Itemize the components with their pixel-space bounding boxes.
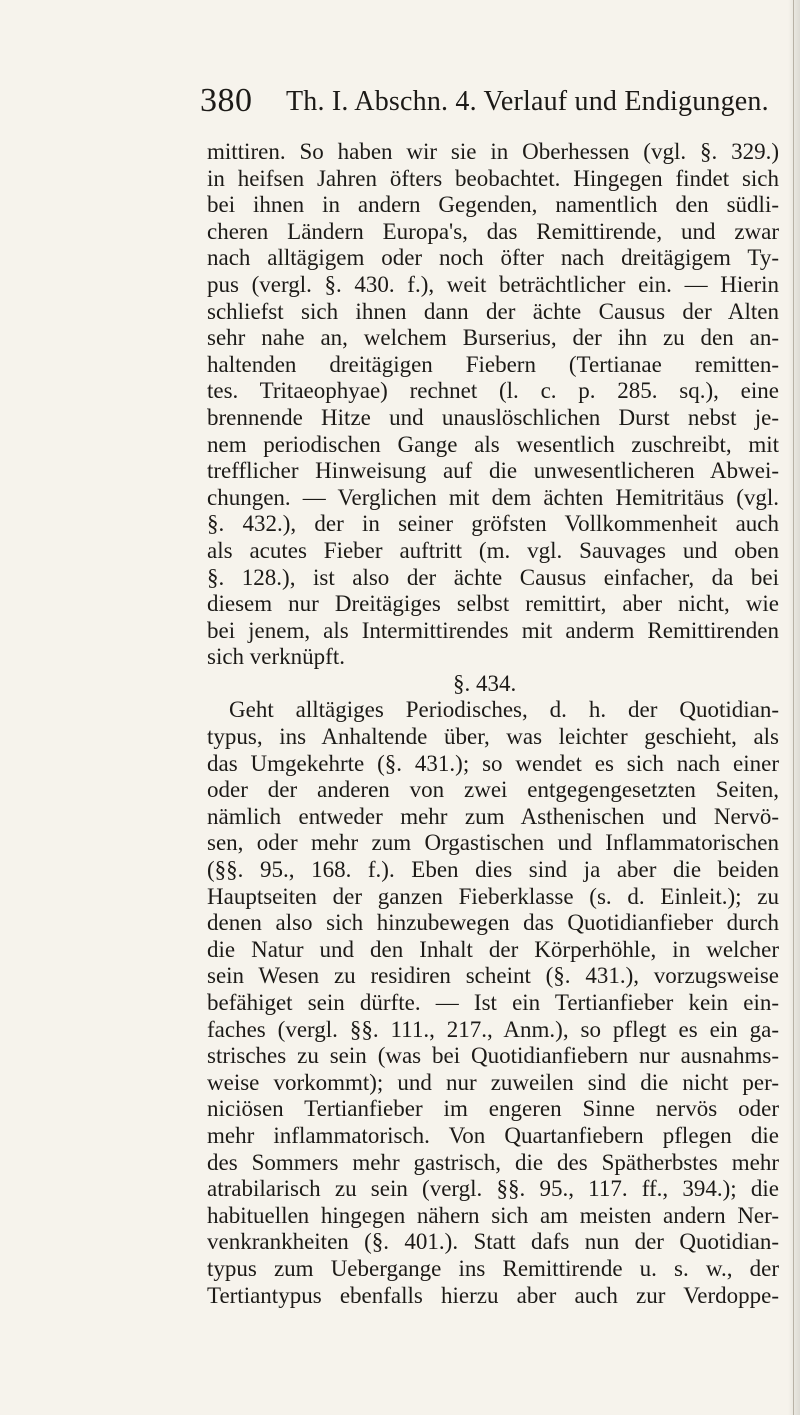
text-line: nach alltägigem oder noch öfter nach dreitägigem Ty-: [207, 245, 779, 271]
text-line: weise vorkommt); und nur zuweilen sind die nicht per-: [207, 1069, 779, 1095]
text-line: sehr nahe an, welchem Burserius, der ihn zu den an-: [207, 325, 779, 351]
text-line: typus zum Uebergange ins Remittirende u. s. w., der: [207, 1255, 779, 1281]
text-line: des Sommers mehr gastrisch, die des Spätherbstes mehr: [207, 1149, 779, 1175]
text-line: nem periodischen Gange als wesentlich zuschreibt, mit: [207, 431, 779, 457]
text-line: §. 432.), der in seiner gröfsten Vollkommenheit auch: [207, 511, 779, 537]
running-head: Th. I. Abschn. 4. Verlauf und Endigungen.: [286, 86, 769, 117]
text-line: befähiget sein dürfte. — Ist ein Tertianfieber kein ein-: [207, 990, 779, 1015]
page-header: [200, 82, 769, 130]
text-line: Geht alltägiges Periodisches, d. h. der Quotidian-: [229, 697, 779, 723]
text-line: strisches zu sein (was bei Quotidianfiebern nur ausnahms-: [207, 1043, 779, 1069]
text-line: niciösen Tertianfieber im engeren Sinne nervös oder: [207, 1096, 779, 1122]
text-line: sen, oder mehr zum Orgastischen und Inflammatorischen: [207, 830, 779, 856]
text-line: mehr inflammatorisch. Von Quartanfiebern pflegen die: [207, 1122, 779, 1148]
text-line: tes. Tritaeophyae) rechnet (l. c. p. 285. sq.), eine: [207, 378, 779, 404]
text-line: in heifsen Jahren öfters beobachtet. Hingegen findet sich: [207, 165, 779, 191]
text-line: faches (vergl. §§. 111., 217., Anm.), so pflegt es ein ga-: [207, 1016, 779, 1042]
text-line: Hauptseiten der ganzen Fieberklasse (s. d. Einleit.); zu: [207, 883, 779, 909]
text-line: haltenden dreitägigen Fiebern (Tertianae remitten-: [207, 351, 779, 377]
text-line: (§§. 95., 168. f.). Eben dies sind ja aber die beiden: [207, 857, 779, 883]
text-line: nämlich entweder mehr zum Asthenischen und Nervö-: [207, 803, 779, 829]
text-line: die Natur und den Inhalt der Körperhöhle, in welcher: [207, 936, 779, 962]
text-line: cheren Ländern Europa's, das Remittirende, und zwar: [207, 218, 779, 244]
page-edge-line: [793, 0, 794, 1415]
text-line: pus (vergl. §. 430. f.), weit beträchtlicher ein. — Hierin: [207, 271, 779, 297]
text-line: brennende Hitze und unauslöschlichen Durst nebst je-: [207, 404, 779, 430]
text-line: typus, ins Anhaltende über, was leichter geschieht, als: [207, 724, 779, 750]
text-line: venkrankheiten (§. 401.). Statt dafs nun der Quotidian-: [207, 1229, 779, 1255]
text-line: trefflicher Hinweisung auf die unwesentlicheren Abwei-: [207, 458, 779, 484]
text-line: atrabilarisch zu sein (vergl. §§. 95., 117. ff., 394.); die: [207, 1176, 779, 1202]
text-line: habituellen hingegen nähern sich am meisten andern Ner-: [207, 1202, 779, 1228]
text-line: Tertiantypus ebenfalls hierzu aber auch zur Verdoppe-: [207, 1282, 779, 1308]
section-heading: §. 434.: [453, 670, 517, 696]
text-line: bei jenem, als Intermittirendes mit anderm Remittirenden: [207, 617, 779, 643]
text-line: schliefst sich ihnen dann der ächte Causus der Alten: [207, 298, 779, 324]
body-text: [207, 139, 779, 1309]
text-line: sich verknüpft.: [207, 644, 345, 670]
text-line: chungen. — Verglichen mit dem ächten Hemitritäus (vgl.: [207, 484, 779, 510]
text-line: §. 128.), ist also der ächte Causus einfacher, da bei: [207, 564, 779, 590]
text-line: denen also sich hinzubewegen das Quotidianfieber durch: [207, 910, 779, 936]
text-line: oder der anderen von zwei entgegengesetzten Seiten,: [207, 777, 779, 803]
text-line: diesem nur Dreitägiges selbst remittirt, aber nicht, wie: [207, 591, 779, 617]
text-line: als acutes Fieber auftritt (m. vgl. Sauvages und oben: [207, 537, 779, 563]
text-line: mittiren. So haben wir sie in Oberhessen (vgl. §. 329.): [207, 139, 779, 164]
text-line: bei ihnen in andern Gegenden, namentlich den südli-: [207, 192, 779, 218]
page-edge-shadow: [788, 0, 800, 1415]
page-number: 380: [200, 82, 253, 119]
text-line: das Umgekehrte (§. 431.); so wendet es sich nach einer: [207, 750, 779, 776]
text-line: sein Wesen zu residiren scheint (§. 431.), vorzugsweise: [207, 963, 779, 989]
